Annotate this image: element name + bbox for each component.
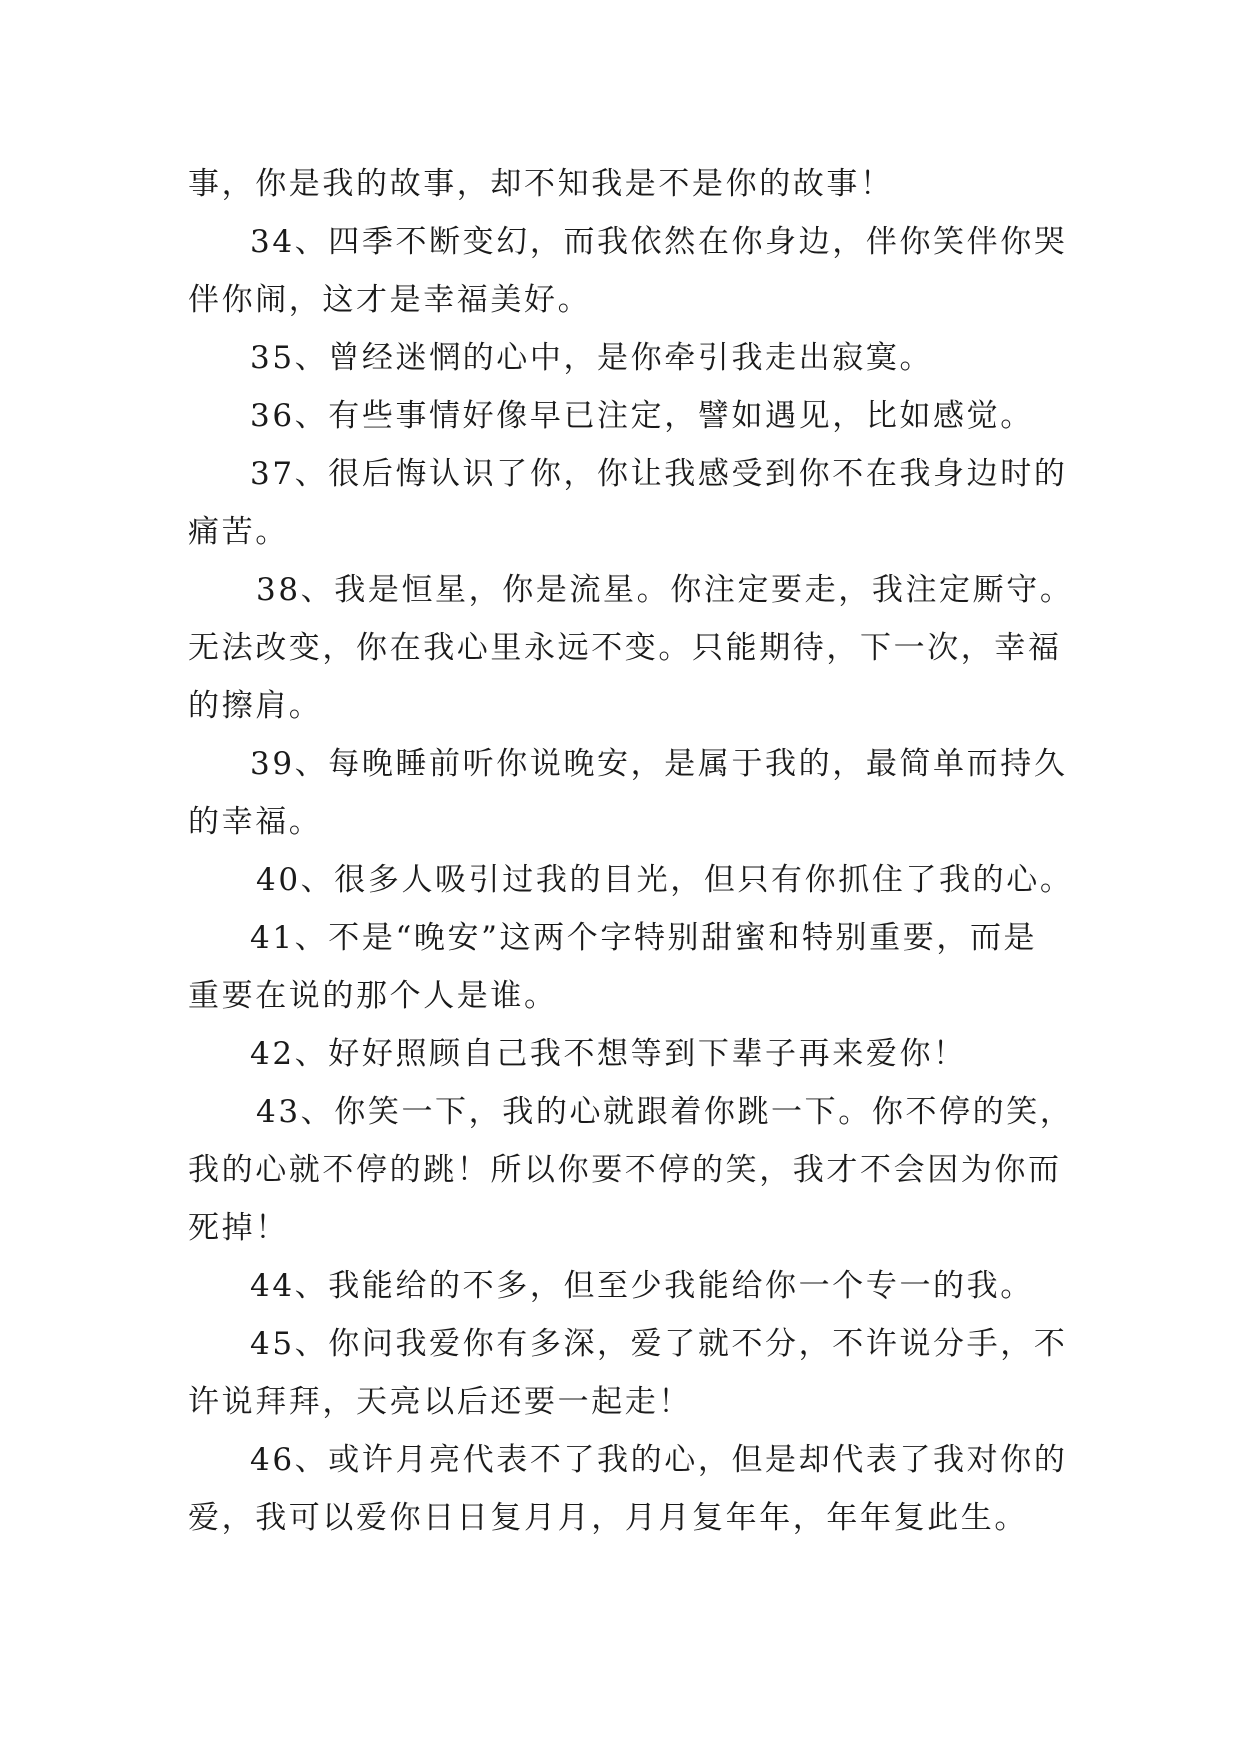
text-line: 34、四季不断变幻，而我依然在你身边，伴你笑伴你哭 [250, 224, 1068, 260]
text-line: 41、不是“晚安”这两个字特别甜蜜和特别重要，而是 [250, 920, 1038, 956]
text-line: 43、你笑一下，我的心就跟着你跳一下。你不停的笑， [256, 1094, 1074, 1130]
text-line: 无法改变，你在我心里永远不变。只能期待，下一次，幸福 [188, 630, 1062, 666]
text-line: 的幸福。 [188, 804, 323, 840]
text-line: 许说拜拜，天亮以后还要一起走！ [188, 1384, 692, 1420]
text-line: 爱，我可以爱你日日复月月，月月复年年，年年复此生。 [188, 1500, 1028, 1536]
text-line: 35、曾经迷惘的心中，是你牵引我走出寂寞。 [250, 340, 934, 376]
text-line: 死掉！ [188, 1210, 289, 1246]
text-line: 37、很后悔认识了你，你让我感受到你不在我身边时的 [250, 456, 1068, 492]
text-line: 伴你闹，这才是幸福美好。 [188, 282, 592, 318]
text-line: 40、很多人吸引过我的目光，但只有你抓住了我的心。 [256, 862, 1074, 898]
text-line: 45、你问我爱你有多深，爱了就不分，不许说分手，不 [250, 1326, 1068, 1362]
text-line: 我的心就不停的跳！所以你要不停的笑，我才不会因为你而 [188, 1152, 1062, 1188]
text-line: 重要在说的那个人是谁。 [188, 978, 558, 1014]
text-line: 42、好好照顾自己我不想等到下辈子再来爱你！ [250, 1036, 967, 1072]
text-line: 36、有些事情好像早已注定，譬如遇见，比如感觉。 [250, 398, 1034, 434]
text-line: 46、或许月亮代表不了我的心，但是却代表了我对你的 [250, 1442, 1068, 1478]
text-line: 39、每晚睡前听你说晚安，是属于我的，最简单而持久 [250, 746, 1068, 782]
text-line: 44、我能给的不多，但至少我能给你一个专一的我。 [250, 1268, 1034, 1304]
text-line: 事，你是我的故事，却不知我是不是你的故事！ [188, 166, 894, 202]
text-line: 痛苦。 [188, 514, 289, 550]
text-line: 的擦肩。 [188, 688, 323, 724]
text-line: 38、我是恒星，你是流星。你注定要走，我注定厮守。 [256, 572, 1074, 608]
